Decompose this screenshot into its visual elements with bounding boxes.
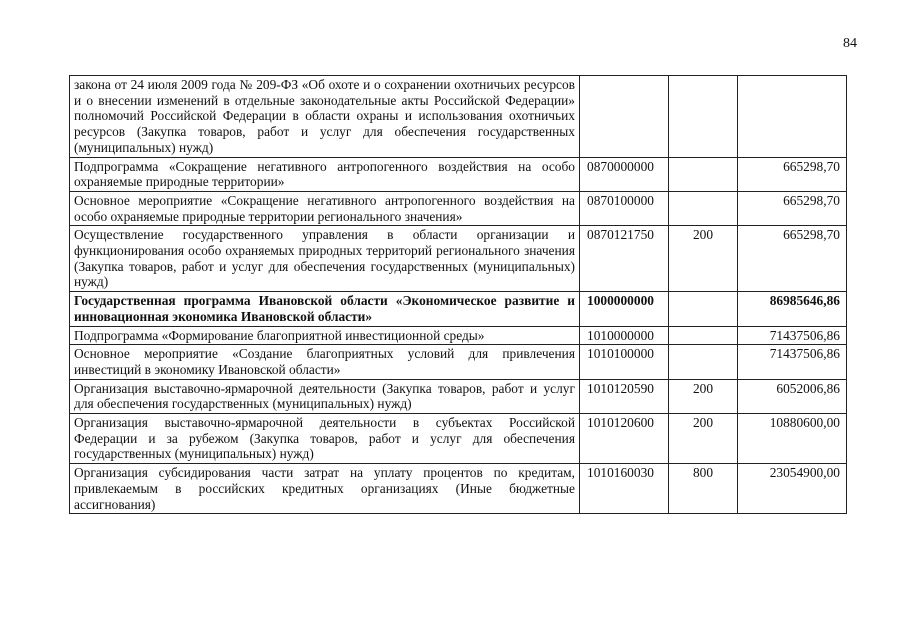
table-row-program [70,292,847,326]
row-description: Организация выставочно-ярмарочной деятельности в субъектах Российской Федерации и за рубежом (Закупка товаров, работ и услуг для обеспечения государственных (муниципальных) нужд) [70,414,580,464]
budget-table-body [70,76,847,514]
row-target-code: 0870100000 [580,191,669,225]
row-description: Осуществление государственного управления в области организации и функционирования особо охраняемых природных территорий регионального значения (Закупка товаров, работ и услуг для обеспечения государственных (муниципальных) нужд) [70,226,580,292]
row-expense-kind [669,345,738,379]
row-description: Основное мероприятие «Сокращение негативного антропогенного воздействия на особо охраняемые природные территории регионального значения» [70,191,580,225]
row-amount: 86985646,86 [738,292,847,326]
budget-table [69,75,847,514]
row-expense-kind [669,157,738,191]
row-amount: 71437506,86 [738,345,847,379]
table-row [70,76,847,158]
row-target-code: 1010000000 [580,326,669,345]
table-row [70,414,847,464]
row-amount: 23054900,00 [738,464,847,514]
table-row [70,191,847,225]
row-expense-kind [669,191,738,225]
table-row [70,157,847,191]
row-expense-kind [669,326,738,345]
row-amount [738,76,847,158]
row-description: Основное мероприятие «Создание благоприятных условий для привлечения инвестиций в экономику Ивановской области» [70,345,580,379]
table-row [70,379,847,413]
row-description: Подпрограмма «Формирование благоприятной инвестиционной среды» [70,326,580,345]
row-amount: 71437506,86 [738,326,847,345]
row-target-code: 1010120590 [580,379,669,413]
row-amount: 665298,70 [738,157,847,191]
row-description: Государственная программа Ивановской области «Экономическое развитие и инновационная экономика Ивановской области» [70,292,580,326]
page-number: 84 [843,36,857,51]
row-expense-kind: 200 [669,226,738,292]
row-expense-kind [669,76,738,158]
row-target-code: 1010160030 [580,464,669,514]
row-amount: 6052006,86 [738,379,847,413]
row-target-code: 1000000000 [580,292,669,326]
table-row [70,464,847,514]
row-expense-kind [669,292,738,326]
row-description: Организация выставочно-ярмарочной деятельности (Закупка товаров, работ и услуг для обеспечения государственных (муниципальных) нужд) [70,379,580,413]
row-description: закона от 24 июля 2009 года № 209-ФЗ «Об охоте и о сохранении охотничьих ресурсов и о внесении изменений в отдельные законодательные акты Российской Федерации» полномочий Российской Федерации в области охраны и использования охотничьих ресурсов (Закупка товаров, работ и услуг для обеспечения государственных (муниципальных) нужд) [70,76,580,158]
row-amount: 10880600,00 [738,414,847,464]
row-amount: 665298,70 [738,226,847,292]
row-target-code: 1010120600 [580,414,669,464]
row-amount: 665298,70 [738,191,847,225]
row-expense-kind: 200 [669,379,738,413]
table-row [70,345,847,379]
row-description: Организация субсидирования части затрат на уплату процентов по кредитам, привлекаемым в российских кредитных организациях (Иные бюджетные ассигнования) [70,464,580,514]
table-row [70,226,847,292]
table-row [70,326,847,345]
row-target-code: 0870121750 [580,226,669,292]
row-target-code: 0870000000 [580,157,669,191]
row-expense-kind: 800 [669,464,738,514]
row-expense-kind: 200 [669,414,738,464]
row-target-code [580,76,669,158]
row-description: Подпрограмма «Сокращение негативного антропогенного воздействия на особо охраняемые природные территории» [70,157,580,191]
row-target-code: 1010100000 [580,345,669,379]
